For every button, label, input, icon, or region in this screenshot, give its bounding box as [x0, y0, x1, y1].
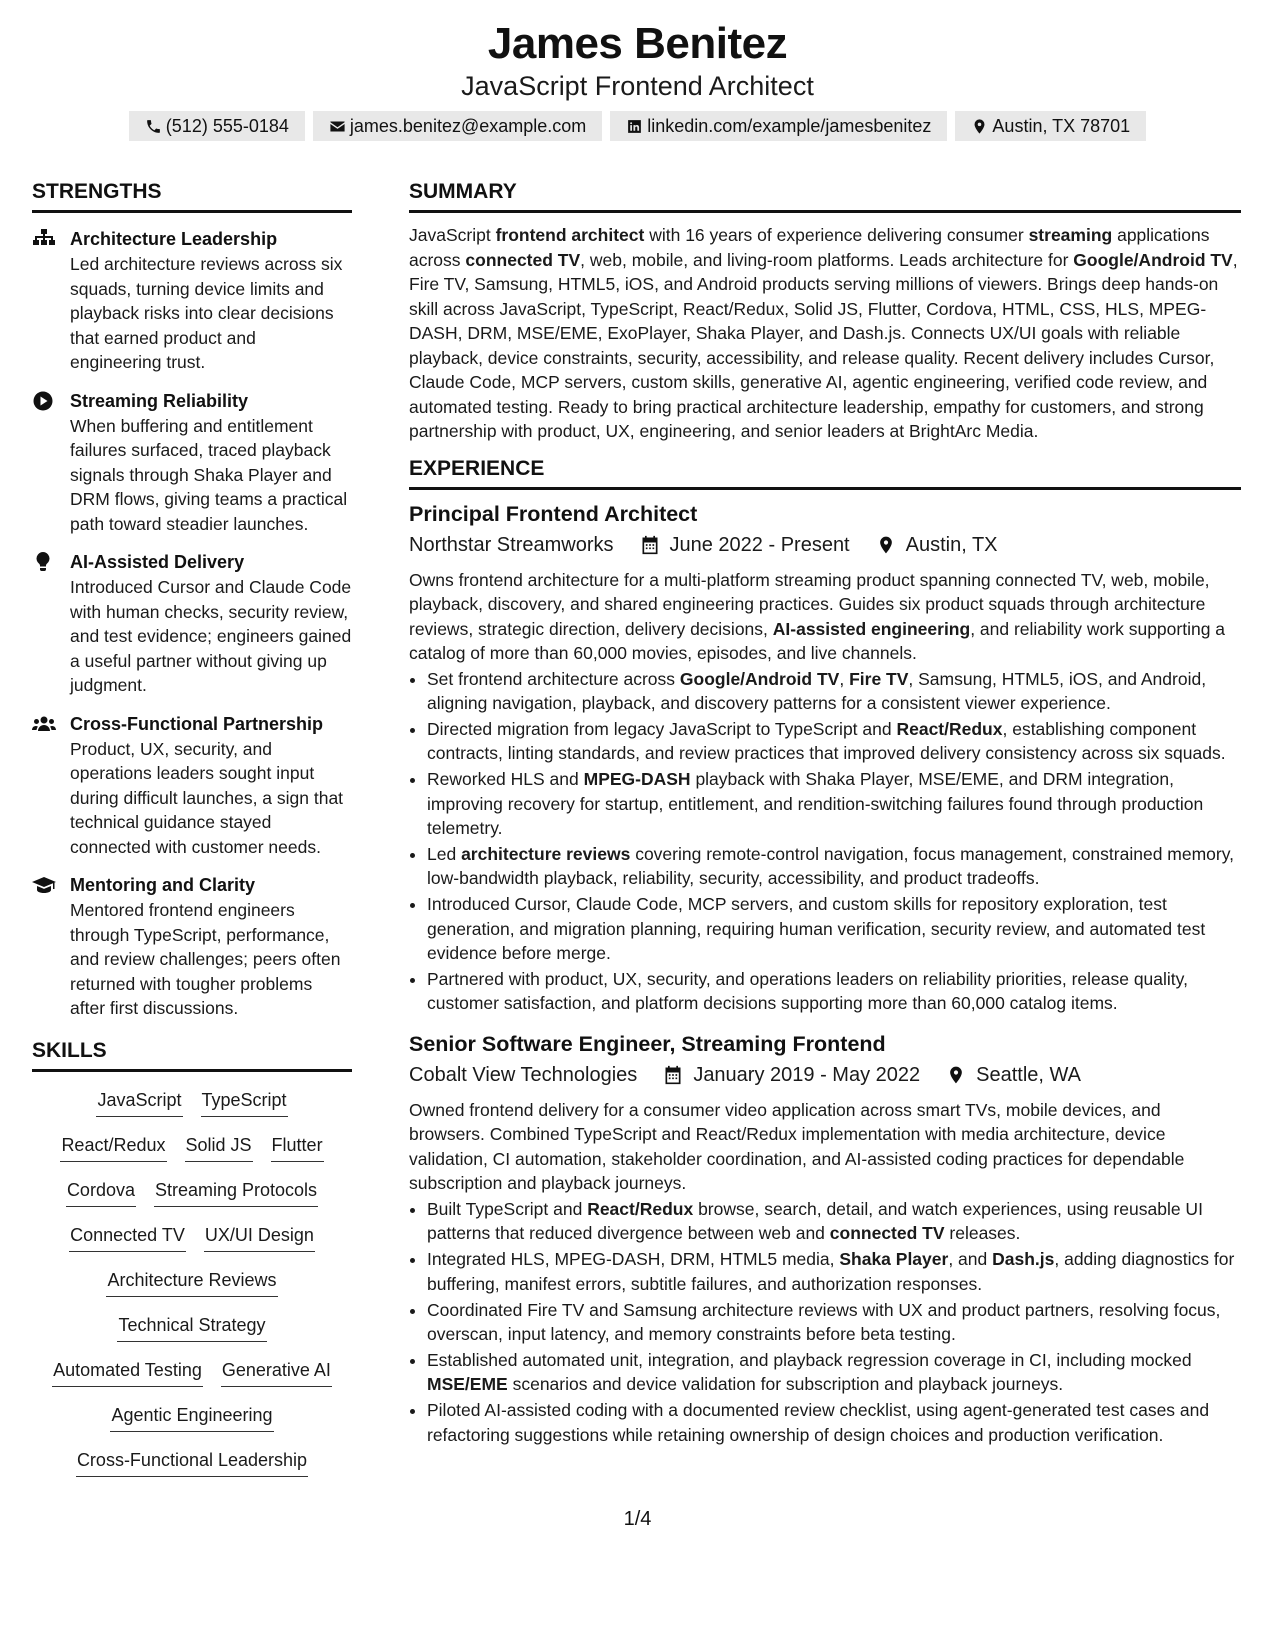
- text-run: ,: [839, 668, 850, 689]
- org-chart-icon: [32, 229, 56, 249]
- calendar-icon: [663, 1065, 683, 1085]
- company-name: Northstar Streamworks: [409, 533, 614, 556]
- job-description: [409, 568, 1241, 666]
- strength-description: Led architecture reviews across six squads, turning device limits and playback risks into clear decisions that earned product and engineering trust.: [70, 254, 343, 372]
- skill-tag: Flutter: [271, 1133, 324, 1162]
- job-meta: [409, 530, 1241, 560]
- bold-text: connected TV: [829, 1223, 945, 1244]
- bold-text: Shaka Player: [839, 1249, 949, 1270]
- skill-tag: Cross-Functional Leadership: [76, 1448, 308, 1477]
- text-run: Piloted AI-assisted coding with a documented review checklist, using agent-generated test cases and refactoring suggestions while retaining ownership of design choices and production verification.: [427, 1400, 1210, 1445]
- skill-tag: Generative AI: [221, 1358, 332, 1387]
- strength-item: [32, 389, 352, 537]
- skill-row: [32, 1082, 352, 1127]
- lightbulb-icon: [32, 552, 56, 572]
- experience-heading: EXPERIENCE: [409, 457, 1241, 490]
- linkedin-text: linkedin.com/example/jamesbenitez: [647, 116, 932, 136]
- text-run: Set frontend architecture across: [427, 668, 680, 689]
- skill-row: [32, 1172, 352, 1217]
- bold-text: streaming: [1028, 225, 1113, 245]
- summary-heading: SUMMARY: [409, 180, 1241, 213]
- strength-description: When buffering and entitlement failures surfaced, traced playback signals through Shaka Player and DRM flows, giving teams a practical path toward steadier launches.: [70, 415, 348, 534]
- envelope-icon: [329, 118, 346, 135]
- strength-title: Streaming Reliability: [70, 390, 249, 411]
- text-run: Owned frontend delivery for a consumer video application across smart TVs, mobile devices, and browsers. Combined TypeScript and React/Redux implementation with media architecture, device validation, CI automation, stakeholder coordination, and AI-assisted coding practices for dependable subscription and playback journeys.: [409, 1099, 1185, 1194]
- left-column: [32, 180, 352, 1487]
- text-run: Partnered with product, UX, security, and operations leaders on reliability priorities, release quality, customer satisfaction, and platform decisions supporting more than 60,000 catalog items.: [427, 968, 1188, 1014]
- skill-row: [32, 1262, 352, 1307]
- contact-location: [955, 111, 1146, 141]
- job-entry: [409, 1028, 1241, 1447]
- location-pin-icon: [876, 535, 896, 555]
- job-bullet: [427, 1197, 1241, 1246]
- text-run: , establishing component contracts, linting standards, and review practices that improved delivery consistency across six squads.: [427, 718, 1226, 764]
- candidate-name: James Benitez: [487, 19, 788, 68]
- skill-tag: React/Redux: [60, 1133, 166, 1162]
- phone-text: (512) 555-0184: [165, 116, 289, 136]
- skills-heading: SKILLS: [32, 1039, 352, 1072]
- strength-item: [32, 873, 352, 1021]
- job-bullet: [427, 967, 1241, 1016]
- bold-text: MPEG-DASH: [583, 769, 691, 790]
- bold-text: MSE/EME: [427, 1374, 508, 1395]
- text-run: applications across: [409, 225, 1210, 270]
- strength-item: [32, 227, 352, 375]
- strength-title: AI-Assisted Delivery: [70, 552, 245, 572]
- job-bullets: [409, 1197, 1241, 1447]
- candidate-title: JavaScript Frontend Architect: [461, 71, 814, 101]
- job-dates: June 2022 - Present: [669, 533, 850, 556]
- bold-text: frontend architect: [495, 225, 645, 245]
- bold-text: architecture reviews: [461, 843, 631, 864]
- text-run: Owns frontend architecture for a multi-platform streaming product spanning connected TV, web, mobile, playback, discovery, and shared engineering practices. Guides six product squads through architecture reviews, strategic direction, delivery decisions,: [409, 569, 1210, 639]
- skill-row: [32, 1442, 352, 1487]
- bold-text: React/Redux: [587, 1198, 694, 1219]
- contact-email[interactable]: [313, 111, 602, 141]
- text-run: JavaScript: [409, 225, 496, 245]
- skill-tag: UX/UI Design: [204, 1223, 315, 1252]
- text-run: covering remote-control navigation, focus management, constrained memory, low-bandwidth playback, reliability, security, accessibility, and product tradeoffs.: [427, 843, 1235, 889]
- text-run: Integrated HLS, MPEG-DASH, DRM, HTML5 media,: [427, 1249, 840, 1270]
- text-run: , Fire TV, Samsung, HTML5, iOS, and Android products serving millions of viewers. Brings deep hands-on skill across JavaScript, TypeScript, React/Redux, Solid JS, Flutter, Cordova, HTML, CSS, HLS, MPEG-DASH, DRM, MSE/EME, ExoPlayer, Shaka Player, and Dash.js. Connects UX/UI goals with reliable playback, device constraints, security, accessibility, and release quality. Recent delivery includes Cursor, Claude Code, MCP servers, custom skills, generative AI, agentic engineering, verified code review, and automated testing. Ready to bring practical architecture leadership, empathy for customers, and strong partnership with product, UX, engineering, and senior leaders at BrightArc Media.: [409, 249, 1238, 441]
- strength-item: [32, 712, 352, 860]
- job-location: Austin, TX: [905, 533, 998, 556]
- skill-row: [32, 1352, 352, 1397]
- job-bullet: [427, 717, 1241, 766]
- phone-icon: [145, 118, 162, 135]
- skill-tag: Automated Testing: [52, 1358, 203, 1387]
- job-meta: [409, 1060, 1241, 1090]
- text-run: scenarios and device validation for subscription and playback journeys.: [507, 1374, 1064, 1395]
- company-name: Cobalt View Technologies: [409, 1063, 638, 1086]
- job-dates: January 2019 - May 2022: [693, 1063, 921, 1086]
- job-bullets: [409, 667, 1241, 1016]
- skill-row: [32, 1127, 352, 1172]
- text-run: Reworked HLS and: [427, 769, 584, 790]
- text-run: , adding diagnostics for buffering, manifest errors, subtitle failures, and authorization responses.: [427, 1249, 1235, 1294]
- location-pin-icon: [971, 118, 988, 135]
- text-run: , web, mobile, and living-room platforms. Leads architecture for: [580, 249, 1074, 270]
- text-run: playback with Shaka Player, MSE/EME, and DRM integration, improving recovery for startup, entitlement, and rendition-switching failures found through production telemetry.: [427, 769, 1204, 839]
- summary-text: [409, 223, 1241, 444]
- right-column: [409, 180, 1241, 1448]
- calendar-icon: [640, 535, 660, 555]
- resume-header: [0, 18, 1275, 141]
- bold-text: Google/Android TV: [679, 668, 840, 689]
- text-run: browse, search, detail, and watch experiences, using reusable UI patterns that reduced divergence between web and: [427, 1198, 1203, 1244]
- location-text: Austin, TX 78701: [992, 116, 1131, 136]
- strength-title: Architecture Leadership: [70, 229, 278, 249]
- job-bullet: [427, 1348, 1241, 1397]
- contact-bar: [0, 111, 1275, 141]
- text-run: , and reliability work supporting a catalog of more than 60,000 movies, episodes, and live channels.: [409, 618, 1226, 663]
- bold-text: AI-assisted engineering: [772, 618, 971, 639]
- text-run: Built TypeScript and: [427, 1198, 588, 1219]
- skill-tag: TypeScript: [201, 1088, 288, 1117]
- text-run: , and: [948, 1249, 993, 1270]
- skill-tag: Architecture Reviews: [106, 1268, 277, 1297]
- job-entry: [409, 498, 1241, 1016]
- email-text: james.benitez@example.com: [349, 116, 587, 136]
- skill-tag: Technical Strategy: [117, 1313, 266, 1342]
- strength-description: Introduced Cursor and Claude Code with human checks, security review, and test evidence; engineers gained a useful partner without giving up judgment.: [70, 577, 352, 695]
- skill-tag: Cordova: [66, 1178, 136, 1207]
- job-bullet: [427, 1247, 1241, 1296]
- skill-row: [32, 1217, 352, 1262]
- text-run: Directed migration from legacy JavaScript to TypeScript and: [427, 718, 897, 739]
- job-bullet: [427, 1398, 1241, 1447]
- page-number: 1/4: [623, 1508, 652, 1530]
- strength-item: [32, 550, 352, 698]
- job-bullet: [427, 1298, 1241, 1347]
- text-run: releases.: [944, 1223, 1021, 1244]
- job-bullet: [427, 892, 1241, 966]
- text-run: Introduced Cursor, Claude Code, MCP servers, and custom skills for repository exploration, test generation, and migration planning, requiring human verification, security review, and automated test evidence before merge.: [427, 894, 1206, 964]
- job-description: [409, 1098, 1241, 1196]
- skill-row: [32, 1397, 352, 1442]
- job-title: Principal Frontend Architect: [409, 501, 698, 526]
- graduation-cap-icon: [32, 875, 56, 895]
- text-run: Led: [427, 843, 462, 864]
- contact-linkedin[interactable]: [610, 111, 947, 141]
- bold-text: Fire TV: [849, 668, 909, 689]
- strength-description: Mentored frontend engineers through TypeScript, performance, and review challenges; peers often returned with tougher problems after first discussions.: [70, 900, 341, 1018]
- bold-text: Google/Android TV: [1073, 249, 1233, 270]
- job-bullet: [427, 767, 1241, 841]
- play-circle-icon: [32, 391, 56, 411]
- bold-text: React/Redux: [896, 718, 1003, 739]
- users-icon: [32, 714, 56, 734]
- text-run: , Samsung, HTML5, iOS, and Android, aligning navigation, playback, and discovery patterns for a consistent viewer experience.: [427, 668, 1207, 713]
- strength-title: Mentoring and Clarity: [70, 875, 256, 895]
- text-run: Established automated unit, integration, and playback regression coverage in CI, including mocked: [427, 1349, 1192, 1370]
- strength-description: Product, UX, security, and operations leaders sought input during difficult launches, a sign that technical guidance stayed connected with customer needs.: [70, 738, 344, 857]
- bold-text: connected TV: [465, 249, 581, 270]
- skills-list: [32, 1082, 352, 1487]
- skill-tag: Streaming Protocols: [154, 1178, 318, 1207]
- text-run: Coordinated Fire TV and Samsung architecture reviews with UX and product partners, resolving focus, overscan, input latency, and memory constraints before beta testing.: [427, 1299, 1221, 1345]
- skill-row: [32, 1307, 352, 1352]
- skill-tag: JavaScript: [96, 1088, 182, 1117]
- location-pin-icon: [946, 1065, 966, 1085]
- bold-text: Dash.js: [992, 1249, 1055, 1270]
- strengths-heading: STRENGTHS: [32, 180, 352, 213]
- contact-phone[interactable]: [129, 111, 305, 141]
- job-bullet: [427, 842, 1241, 891]
- skill-tag: Solid JS: [185, 1133, 253, 1162]
- job-title: Senior Software Engineer, Streaming Frontend: [409, 1031, 886, 1056]
- job-bullet: [427, 667, 1241, 716]
- strength-title: Cross-Functional Partnership: [70, 713, 324, 734]
- skill-tag: Connected TV: [69, 1223, 186, 1252]
- job-location: Seattle, WA: [976, 1063, 1081, 1086]
- skill-tag: Agentic Engineering: [110, 1403, 273, 1432]
- linkedin-icon: [626, 118, 643, 135]
- text-run: with 16 years of experience delivering consumer: [644, 225, 1029, 245]
